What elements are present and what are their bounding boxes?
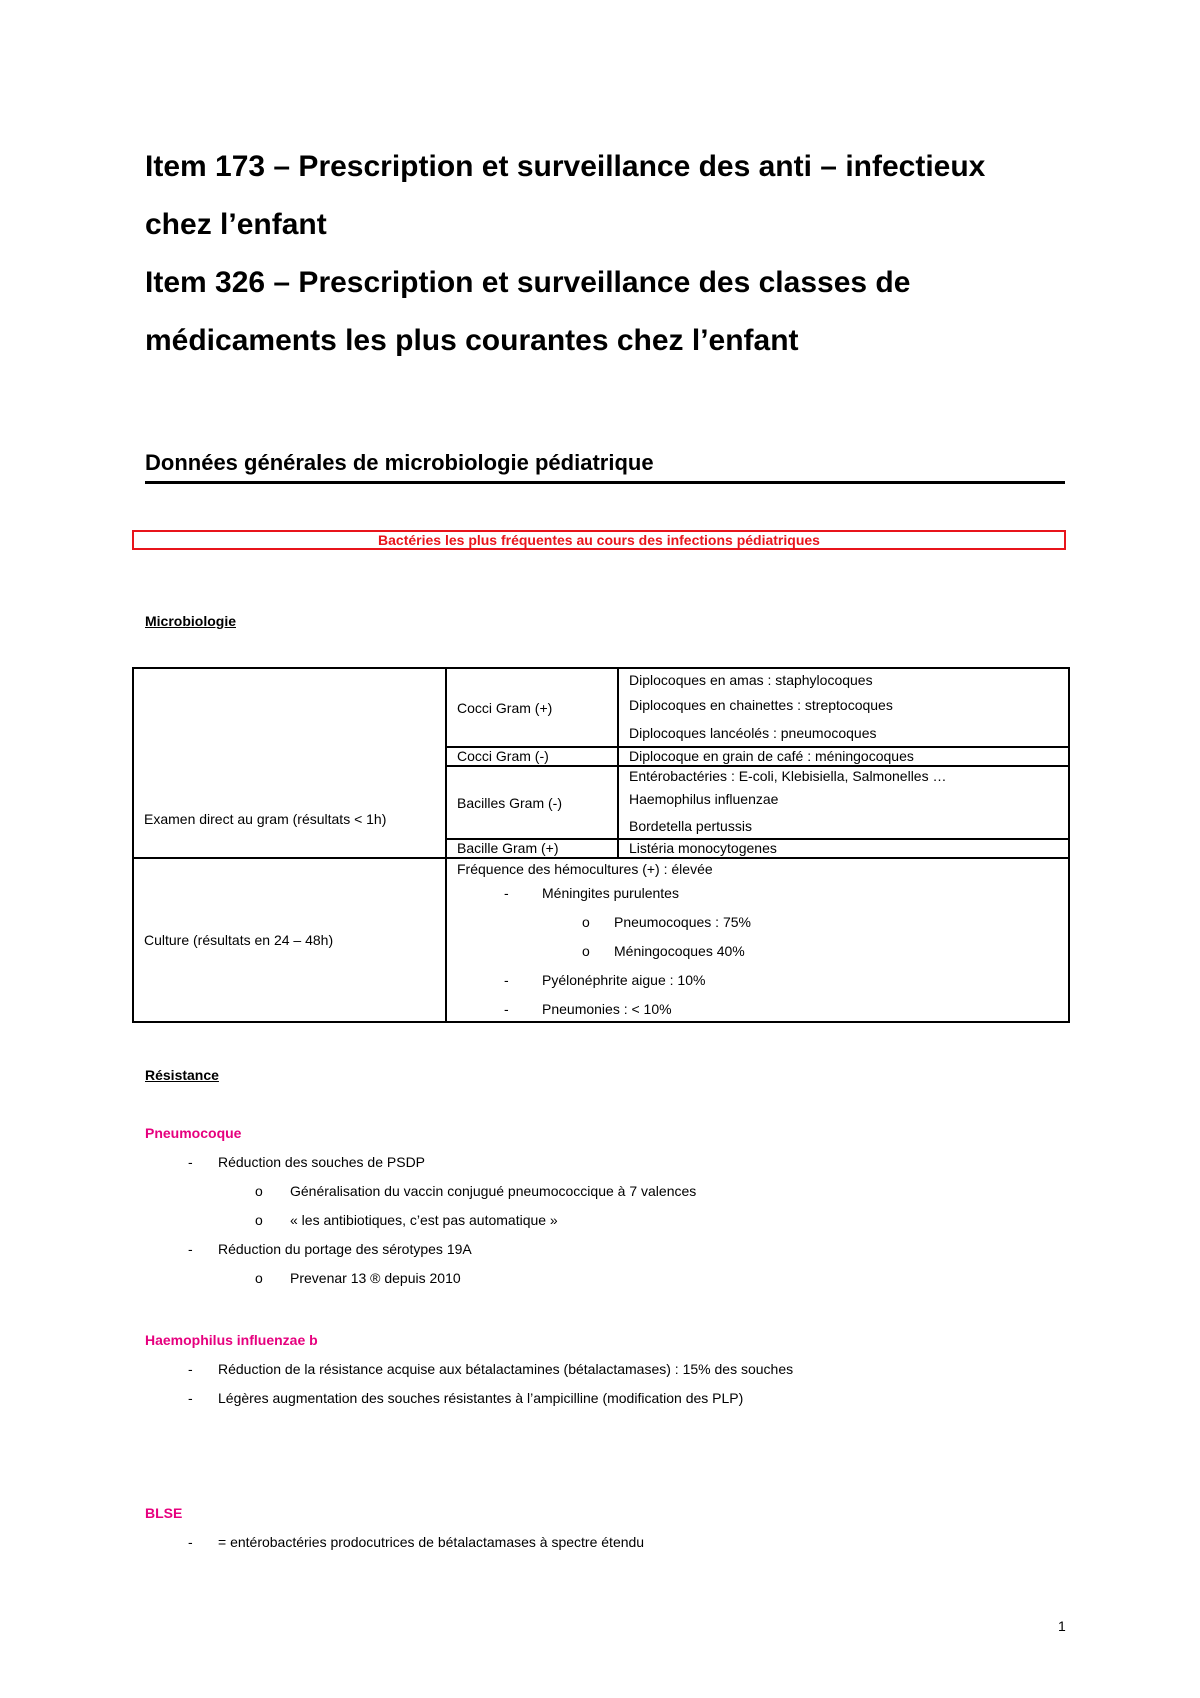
blse-list — [145, 1528, 1065, 1557]
table-item: Diplocoques en chainettes : streptocoques — [629, 697, 893, 713]
list-item — [145, 1355, 1065, 1384]
pneumocoque-heading: Pneumocoque — [145, 1125, 242, 1141]
list-item — [457, 908, 1058, 937]
dash-marker: - — [504, 972, 509, 988]
dash-marker: - — [504, 885, 509, 901]
title-line: chez l’enfant — [145, 208, 327, 241]
haemophilus-heading: Haemophilus influenzae b — [145, 1332, 318, 1348]
microbiologie-heading: Microbiologie — [145, 613, 236, 629]
list-item-text: « les antibiotiques, c’est pas automatique » — [290, 1212, 558, 1228]
group-label: Cocci Gram (-) — [446, 747, 618, 766]
list-item — [457, 937, 1058, 966]
list-item — [145, 1206, 1065, 1235]
dash-marker: - — [188, 1241, 193, 1257]
group-label: Bacilles Gram (-) — [446, 766, 618, 839]
list-item-text: Pneumocoques : 75% — [614, 914, 751, 930]
list-item-text: Méningocoques 40% — [614, 943, 745, 959]
list-item — [145, 1528, 1065, 1557]
culture-label: Culture (résultats en 24 – 48h) — [133, 858, 446, 1022]
table-item: Bordetella pertussis — [629, 818, 752, 834]
document-title — [145, 138, 1075, 370]
list-item-text: Méningites purulentes — [542, 885, 679, 901]
page-number: 1 — [1058, 1618, 1066, 1634]
group-items — [618, 766, 1069, 839]
title-line: Item 173 – Prescription et surveillance des anti – infectieux — [145, 150, 986, 183]
circle-marker: o — [582, 943, 590, 959]
group-items — [618, 668, 1069, 747]
list-item — [457, 995, 1058, 1021]
microbiology-table — [132, 667, 1070, 1023]
dash-marker: - — [188, 1154, 193, 1170]
group-label: Cocci Gram (+) — [446, 668, 618, 747]
list-item-text: Pneumonies : < 10% — [542, 1001, 672, 1017]
table-item: Entérobactéries : E-coli, Klebisiella, Salmonelles … — [629, 768, 947, 784]
circle-marker: o — [255, 1183, 263, 1199]
list-item-text: Réduction des souches de PSDP — [218, 1154, 426, 1170]
list-item-text: Pyélonéphrite aigue : 10% — [542, 972, 706, 988]
dash-marker: - — [188, 1361, 193, 1377]
title-line: médicaments les plus courantes chez l’enfant — [145, 324, 799, 357]
table-item: Haemophilus influenzae — [629, 791, 779, 807]
section-heading: Données générales de microbiologie pédiatrique — [145, 448, 1065, 484]
circle-marker: o — [255, 1212, 263, 1228]
list-item — [457, 879, 1058, 908]
culture-details — [446, 858, 1069, 1022]
circle-marker: o — [255, 1270, 263, 1286]
table-item: Listéria monocytogenes — [618, 839, 1069, 858]
title-line: Item 326 – Prescription et surveillance des classes de — [145, 266, 911, 299]
dash-marker: - — [188, 1390, 193, 1406]
group-label: Bacille Gram (+) — [446, 839, 618, 858]
circle-marker: o — [582, 914, 590, 930]
list-item — [145, 1264, 1065, 1293]
list-item-text: = entérobactéries prodocutrices de bétalactamases à spectre étendu — [218, 1534, 645, 1550]
gram-exam-label: Examen direct au gram (résultats < 1h) — [133, 668, 446, 858]
list-item — [145, 1177, 1065, 1206]
list-item-text: Réduction du portage des sérotypes 19A — [218, 1241, 472, 1257]
dash-marker: - — [504, 1001, 509, 1017]
table-item: Diplocoque en grain de café : méningocoques — [618, 747, 1069, 766]
list-item-text: Légères augmentation des souches résistantes à l’ampicilline (modification des PLP) — [218, 1390, 744, 1406]
list-item — [145, 1235, 1065, 1264]
blse-heading: BLSE — [145, 1505, 183, 1521]
resistance-heading: Résistance — [145, 1067, 219, 1083]
list-item-text: Prevenar 13 ® depuis 2010 — [290, 1270, 461, 1286]
pneumocoque-list — [145, 1148, 1065, 1293]
boxed-title: Bactéries les plus fréquentes au cours des infections pédiatriques — [132, 530, 1066, 550]
list-item — [457, 966, 1058, 995]
list-item — [145, 1148, 1065, 1177]
list-item-text: Généralisation du vaccin conjugué pneumococcique à 7 valences — [290, 1183, 697, 1199]
table-item: Diplocoques lancéolés : pneumocoques — [629, 725, 877, 741]
list-item-text: Réduction de la résistance acquise aux bétalactamines (bétalactamases) : 15% des souches — [218, 1361, 794, 1377]
list-item — [145, 1384, 1065, 1413]
haemophilus-list — [145, 1355, 1065, 1413]
dash-marker: - — [188, 1534, 193, 1550]
culture-intro: Fréquence des hémocultures (+) : élevée — [457, 861, 713, 877]
table-item: Diplocoques en amas : staphylocoques — [629, 672, 873, 688]
